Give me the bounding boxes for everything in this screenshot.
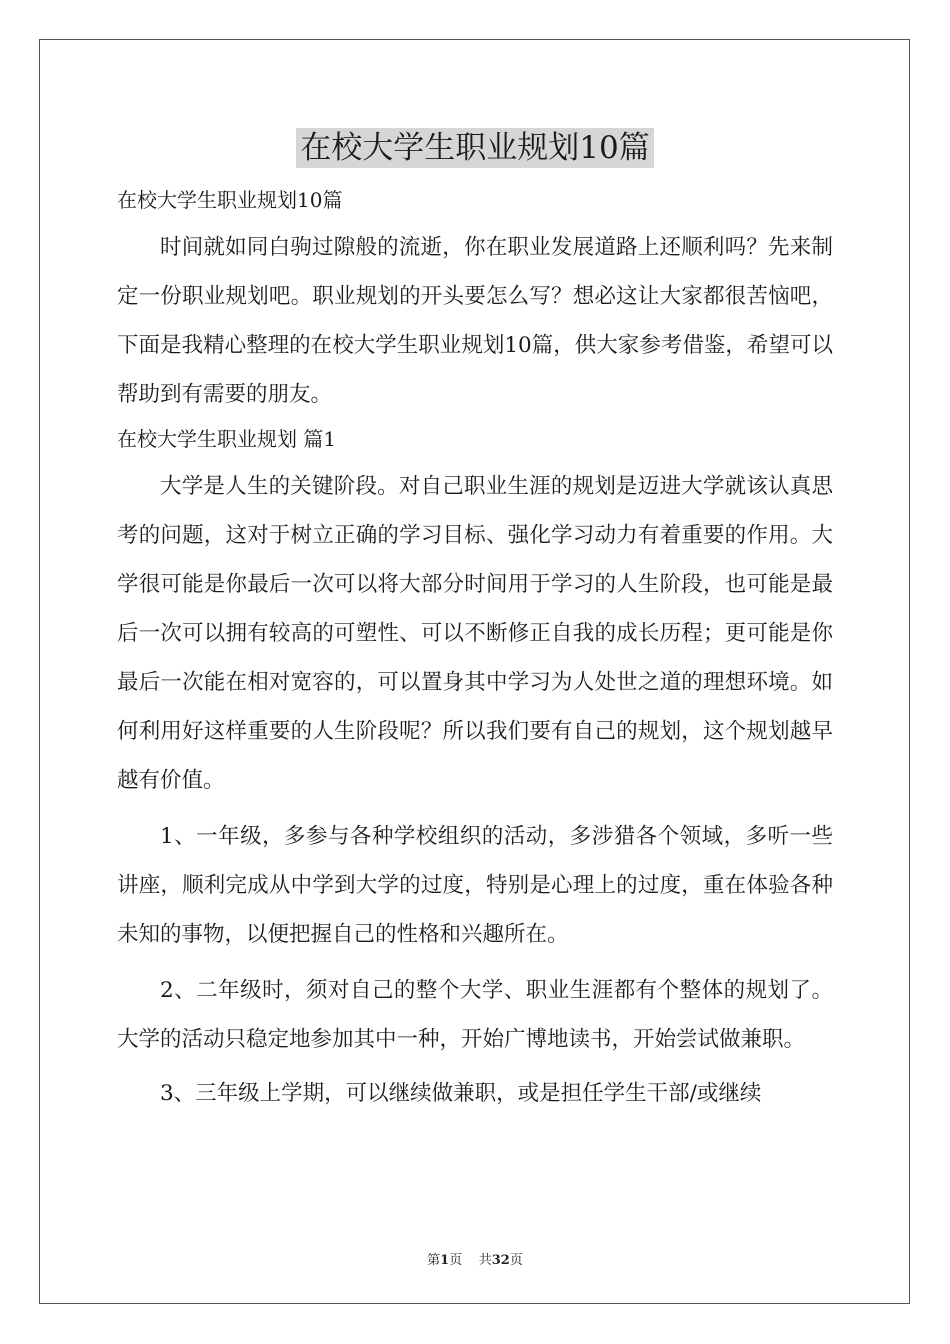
section-heading: 在校大学生职业规划 篇1: [117, 427, 337, 451]
footer-mid: 页 共: [449, 1253, 492, 1268]
footer-current-page: 1: [440, 1253, 450, 1268]
footer-total-pages: 32: [491, 1253, 510, 1268]
page-footer: [0, 1249, 950, 1268]
footer-suffix: 页: [509, 1253, 523, 1268]
body-paragraph: 大学是人生的关键阶段。对自己职业生涯的规划是迈进大学就该认真思考的问题，这对于树立正确的学习目标、强化学习动力有着重要的作用。大学很可能是你最后一次可以将大部分时间用于学习的人生阶段，也可能是最后一次可以拥有较高的可塑性、可以不断修正自我的成长历程；更可能是你最后一次能在相对宽容的，可以置身其中学习为人处世之道的理想环境。如何利用好这样重要的人生阶段呢？所以我们要有自己的规划，这个规划越早越有价值。: [117, 474, 833, 793]
document-title: 在校大学生职业规划10篇: [296, 128, 653, 168]
document-body: [117, 180, 833, 1118]
footer-prefix: 第: [427, 1253, 441, 1268]
body-paragraph: 1、一年级，多参与各种学校组织的活动，多涉猎各个领域，多听一些讲座，顺利完成从中学到大学的过度，特别是心理上的过度，重在体验各种未知的事物，以便把握自己的性格和兴趣所在。: [117, 824, 833, 947]
intro-paragraph: 时间就如同白驹过隙般的流逝，你在职业发展道路上还顺利吗？先来制定一份职业规划吧。职业规划的开头要怎么写？想必这让大家都很苦恼吧，下面是我精心整理的在校大学生职业规划10篇，供大家参考借鉴，希望可以帮助到有需要的朋友。: [117, 235, 833, 407]
document-subtitle: 在校大学生职业规划10篇: [117, 188, 343, 212]
body-paragraph: 3、三年级上学期，可以继续做兼职，或是担任学生干部/或继续: [160, 1081, 762, 1106]
body-paragraph: 2、二年级时，须对自己的整个大学、职业生涯都有个整体的规划了。大学的活动只稳定地参加其中一种，开始广博地读书，开始尝试做兼职。: [117, 978, 833, 1052]
title-wrap: [0, 128, 950, 168]
